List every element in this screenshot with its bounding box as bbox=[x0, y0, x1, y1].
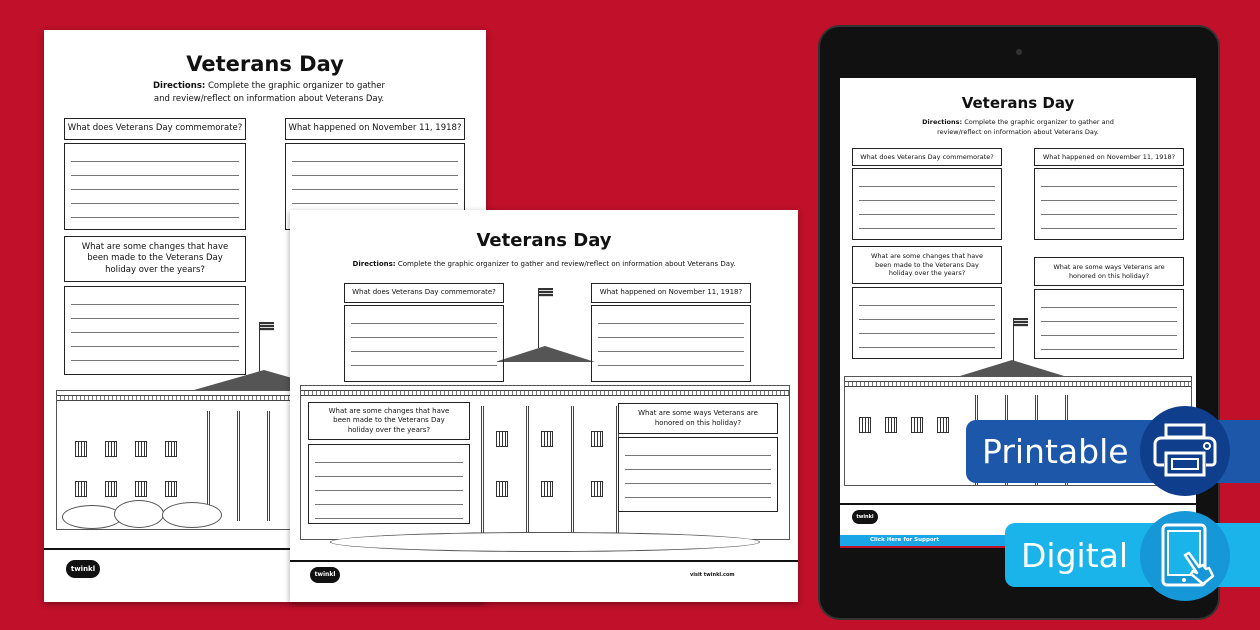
question-box-header: What are some ways Veterans are honored on this holiday? bbox=[618, 403, 778, 434]
worksheet-directions: Directions: Complete the graphic organizer to gather and review/reflect on information about Veterans Day. bbox=[922, 118, 1114, 136]
worksheet-directions: Directions: Complete the graphic organizer to gather and review/reflect on information about Veterans Day. bbox=[152, 81, 385, 104]
answer-lines[interactable] bbox=[618, 437, 778, 512]
worksheet-landscape bbox=[290, 210, 798, 602]
answer-lines[interactable] bbox=[344, 305, 504, 382]
answer-lines[interactable] bbox=[591, 305, 751, 382]
question-box-header: What happened on November 11, 1918? bbox=[591, 283, 751, 303]
answer-lines[interactable] bbox=[308, 444, 470, 524]
answer-lines[interactable] bbox=[1034, 168, 1184, 240]
tablet-touch-icon bbox=[1140, 511, 1230, 601]
printable-label: Printable bbox=[982, 432, 1129, 471]
worksheet-title: Veterans Day bbox=[476, 230, 612, 251]
white-house-roof bbox=[495, 346, 595, 362]
question-box-header: What happened on November 11, 1918? bbox=[285, 118, 465, 140]
question-box-header: What are some ways Veterans are honored on this holiday? bbox=[1034, 257, 1184, 286]
worksheet-title: Veterans Day bbox=[961, 94, 1075, 112]
answer-lines[interactable] bbox=[64, 286, 246, 375]
question-box-header: What are some changes that have been made to the Veterans Day holiday over the years? bbox=[308, 402, 470, 440]
answer-lines[interactable] bbox=[852, 287, 1002, 359]
question-box-header: What happened on November 11, 1918? bbox=[1034, 148, 1184, 166]
twinkl-logo: twinkl bbox=[66, 560, 100, 578]
answer-lines[interactable] bbox=[1034, 289, 1184, 359]
question-box-header: What are some changes that have been made to the Veterans Day holiday over the years? bbox=[64, 236, 246, 282]
flag-icon bbox=[1013, 318, 1014, 363]
question-box-header: What are some changes that have been made to the Veterans Day holiday over the years? bbox=[852, 246, 1002, 284]
answer-lines[interactable] bbox=[852, 168, 1002, 240]
worksheet-directions: Directions: Complete the graphic organizer to gather and review/reflect on information about Veterans Day. bbox=[352, 260, 736, 268]
question-box-header: What does Veterans Day commemorate? bbox=[344, 283, 504, 303]
twinkl-logo: twinkl bbox=[852, 510, 878, 524]
question-box-header: What does Veterans Day commemorate? bbox=[64, 118, 246, 140]
camera-icon bbox=[1016, 49, 1022, 55]
question-box-header: What does Veterans Day commemorate? bbox=[852, 148, 1002, 166]
twinkl-logo: twinkl bbox=[310, 567, 340, 583]
support-link[interactable]: Click Here for Support bbox=[870, 537, 939, 543]
flag-icon bbox=[538, 288, 539, 348]
answer-lines[interactable] bbox=[64, 143, 246, 230]
worksheet-title: Veterans Day bbox=[186, 52, 344, 76]
footer-url[interactable]: visit twinkl.com bbox=[690, 572, 735, 578]
printer-icon bbox=[1140, 406, 1230, 496]
digital-label: Digital bbox=[1021, 535, 1129, 575]
white-house-roof bbox=[960, 360, 1064, 376]
